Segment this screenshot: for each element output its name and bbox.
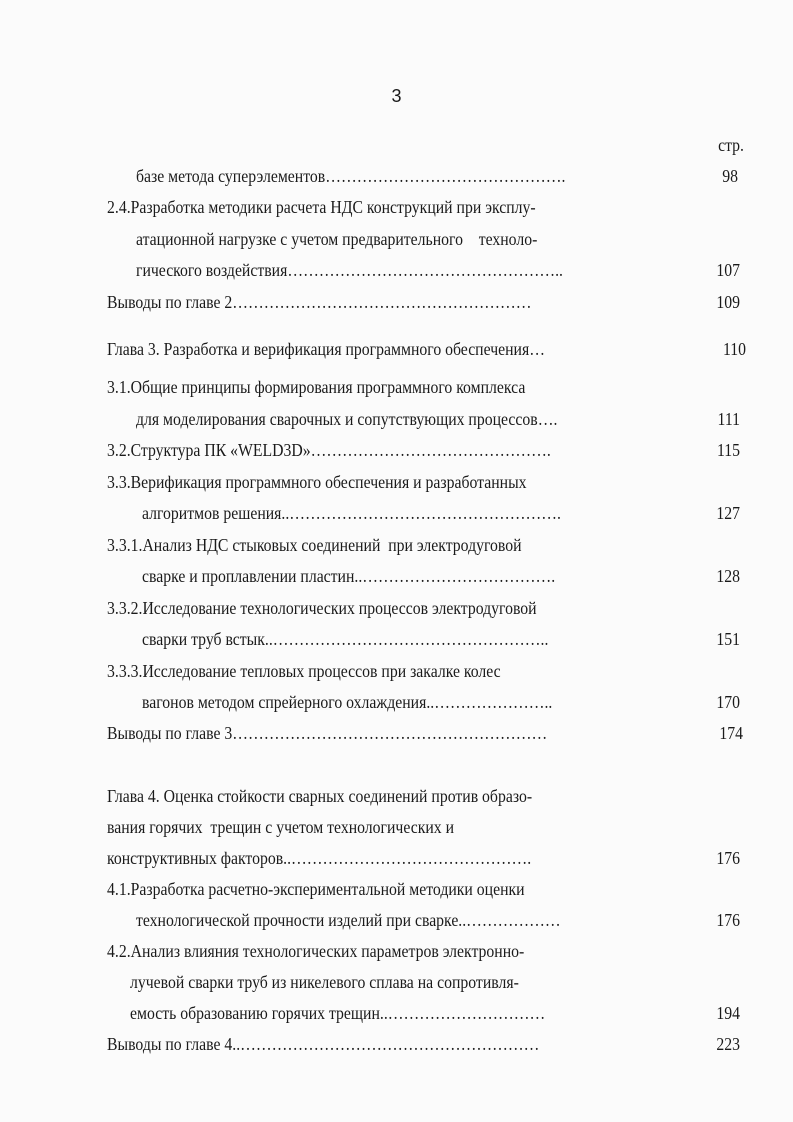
toc-page: 127 [716,503,740,523]
toc-line: вагонов методом спрейерного охлаждения..………………….. [142,692,553,712]
toc-line: 3.1.Общие принципы формирования программного комплекса [107,377,526,397]
toc-page: 109 [716,292,740,312]
toc-line: Выводы по главе 3…………………………………………………… [107,723,548,743]
toc-chapter-line: конструктивных факторов..………………………………………. [107,848,532,868]
toc-page: 128 [716,566,740,586]
toc-line: атационной нагрузке с учетом предварительного техноло- [136,229,538,249]
toc-line: 4.1.Разработка расчетно-экспериментальной методики оценки [107,879,525,899]
page-column-label: стр. [718,135,744,155]
toc-line: Выводы по главе 2………………………………………………… [107,292,532,312]
page-number: 3 [391,86,402,106]
toc-line: 4.2.Анализ влияния технологических параметров электронно- [107,941,525,961]
toc-line: сварки труб встык..…………………………………………….. [142,629,549,649]
toc-page: 170 [716,692,740,712]
toc-line: 3.3.1.Анализ НДС стыковых соединений при электродуговой [107,535,522,555]
toc-page: 176 [716,910,740,930]
toc-line: для моделирования сварочных и сопутствующих процессов…. [136,409,558,429]
toc-chapter-line: вания горячих трещин с учетом технологических и [107,817,455,837]
toc-line: 3.3.2.Исследование технологических процессов электродуговой [107,598,537,618]
toc-page: 223 [716,1034,740,1054]
toc-line: емость образованию горячих трещин..………………………… [130,1003,546,1023]
toc-page: 151 [716,629,740,649]
toc-chapter-line: Глава 3. Разработка и верификация программного обеспечения… [107,339,545,359]
toc-page: 107 [716,260,740,280]
toc-line: сварке и проплавлении пластин..………………………………. [142,566,556,586]
toc-line: 2.4.Разработка методики расчета НДС конструкций при эксплу- [107,197,536,217]
toc-chapter-line: Глава 4. Оценка стойкости сварных соединений против образо- [107,786,533,806]
toc-page: 176 [716,848,740,868]
toc-line: 3.3.Верификация программного обеспечения и разработанных [107,472,527,492]
toc-page: 98 [722,166,738,186]
toc-page: 194 [716,1003,740,1023]
toc-line: гического воздействия…………………………………………….. [136,260,563,280]
toc-line: Выводы по главе 4..………………………………………………… [107,1034,540,1054]
toc-line: базе метода суперэлементов………………………………………. [136,166,566,186]
toc-line: технологической прочности изделий при сварке..……………… [136,910,561,930]
toc-page: 174 [719,723,743,743]
toc-page: 110 [722,339,746,359]
toc-line: алгоритмов решения..……………………………………………. [142,503,561,523]
toc-line: 3.3.3.Исследование тепловых процессов при закалке колес [107,661,501,681]
toc-line: лучевой сварки труб из никелевого сплава на сопротивля- [130,972,519,992]
toc-page: 111 [717,409,740,429]
toc-line: 3.2.Структура ПК «WELD3D»………………………………………. [107,440,551,460]
toc-page: 115 [716,440,740,460]
